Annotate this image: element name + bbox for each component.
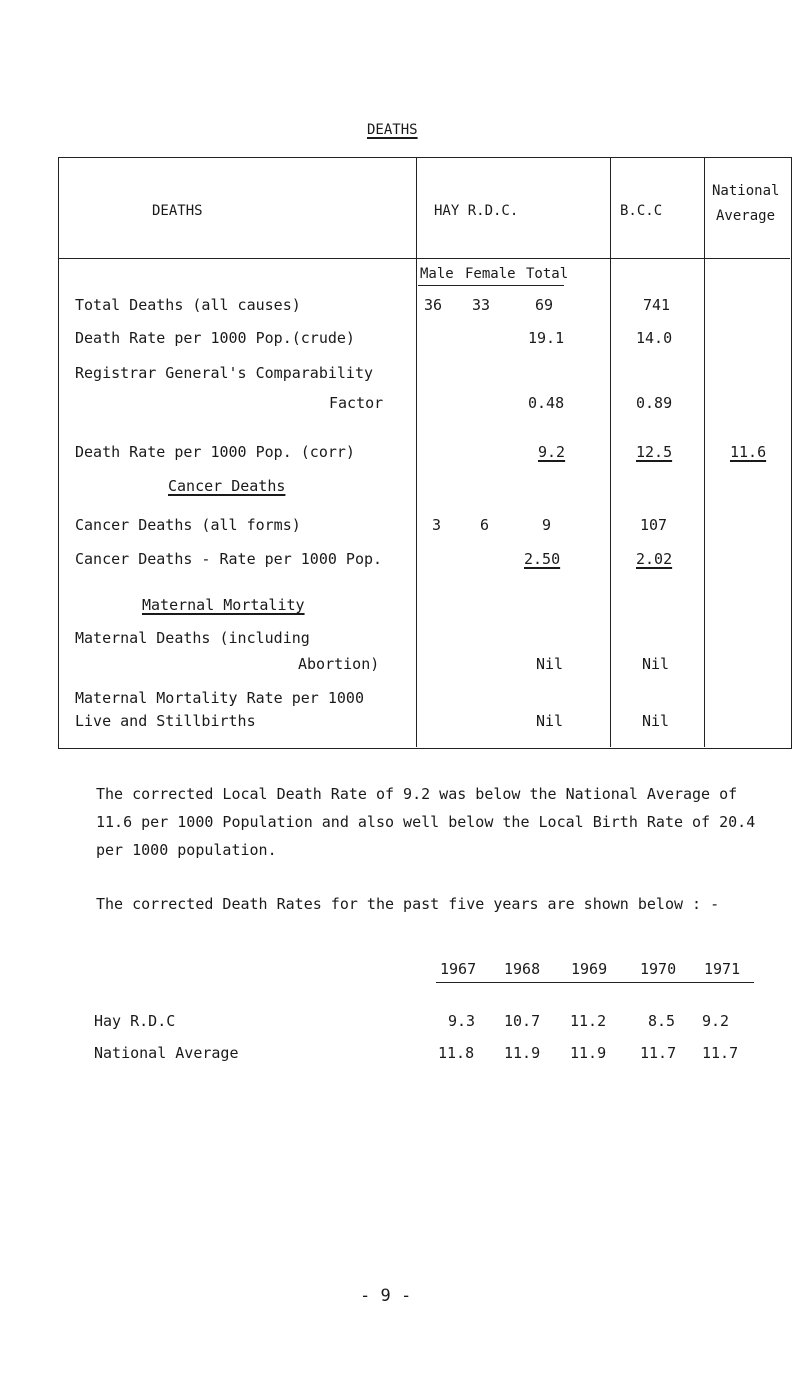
row-label-maternal-rate-2: Live and Stillbirths [75,712,256,730]
cell-maternal-rate-bcc: Nil [642,712,670,730]
cell-comparability-bcc: 0.89 [636,394,673,412]
cell-hay-1967: 9.3 [448,1012,476,1030]
row-label-cancer-rate: Cancer Deaths - Rate per 1000 Pop. [75,550,383,568]
cell-total-deaths-male: 36 [424,296,443,314]
header-national-1: National [712,183,780,199]
cell-comparability-total: 0.48 [528,394,565,412]
row-label-cancer-all: Cancer Deaths (all forms) [75,516,301,534]
year-1971: 1971 [704,960,741,978]
cell-maternal-deaths-bcc: Nil [642,655,670,673]
year-1967: 1967 [440,960,477,978]
paragraph-five-years: The corrected Death Rates for the past five years are shown below : - [96,895,720,913]
row-label-national: National Average [94,1044,239,1062]
cell-hay-1968: 10.7 [504,1012,541,1030]
cell-cancer-all-male: 3 [432,516,442,534]
cell-cancer-all-total: 9 [542,516,552,534]
row-label-maternal-deaths-1: Maternal Deaths (including [75,629,310,647]
paragraph-corrected-rate: The corrected Local Death Rate of 9.2 was below the National Average of 11.6 per 1000 Population and also well below the Local Birth Rate of 20.4 per 1000 population. [96,785,756,859]
col-divider-national [704,157,705,747]
cell-crude-rate-bcc: 14.0 [636,329,673,347]
cell-corrected-rate-total: 9.2 [538,443,566,461]
cell-cancer-rate-bcc: 2.02 [636,550,673,568]
cell-total-deaths-total: 69 [535,296,554,314]
cell-corrected-rate-national: 11.6 [730,443,767,461]
subheader-male: Male [420,266,454,282]
page-number: - 9 - [360,1286,412,1306]
row-label-comparability-1: Registrar General's Comparability [75,364,374,382]
row-label-maternal-deaths-2: Abortion) [298,655,380,673]
cell-national-1968: 11.9 [504,1044,541,1062]
cell-cancer-all-bcc: 107 [640,516,668,534]
col-divider-bcc [610,157,611,747]
row-label-maternal-rate-1: Maternal Mortality Rate per 1000 [75,689,364,707]
subheader-total: Total [526,266,569,282]
cell-cancer-rate-total: 2.50 [524,550,561,568]
cell-cancer-all-female: 6 [480,516,490,534]
cell-hay-1971: 9.2 [702,1012,730,1030]
header-deaths: DEATHS [152,203,203,219]
subheader-rule [418,285,564,286]
col-divider-hay [416,157,417,747]
section-heading-cancer: Cancer Deaths [168,477,286,495]
header-bcc: B.C.C [620,203,663,219]
header-hay-rdc: HAY R.D.C. [434,203,519,219]
years-rule [436,982,754,983]
cell-hay-1970: 8.5 [648,1012,676,1030]
cell-national-1971: 11.7 [702,1044,739,1062]
row-label-comparability-2: Factor [329,394,384,412]
row-label-corrected-rate: Death Rate per 1000 Pop. (corr) [75,443,355,461]
row-label-hay: Hay R.D.C [94,1012,176,1030]
year-1969: 1969 [571,960,608,978]
year-1968: 1968 [504,960,541,978]
cell-hay-1969: 11.2 [570,1012,607,1030]
section-heading-maternal: Maternal Mortality [142,596,305,614]
cell-total-deaths-bcc: 741 [643,296,671,314]
header-divider [58,258,790,259]
cell-crude-rate-total: 19.1 [528,329,565,347]
row-label-crude-rate: Death Rate per 1000 Pop.(crude) [75,329,355,347]
row-label-total-deaths: Total Deaths (all causes) [75,296,301,314]
page-title: DEATHS [367,122,418,138]
subheader-female: Female [465,266,516,282]
cell-national-1969: 11.9 [570,1044,607,1062]
cell-total-deaths-female: 33 [472,296,491,314]
year-1970: 1970 [640,960,677,978]
cell-corrected-rate-bcc: 12.5 [636,443,673,461]
cell-maternal-rate-total: Nil [536,712,564,730]
cell-maternal-deaths-total: Nil [536,655,564,673]
cell-national-1970: 11.7 [640,1044,677,1062]
header-national-2: Average [716,208,776,224]
cell-national-1967: 11.8 [438,1044,475,1062]
